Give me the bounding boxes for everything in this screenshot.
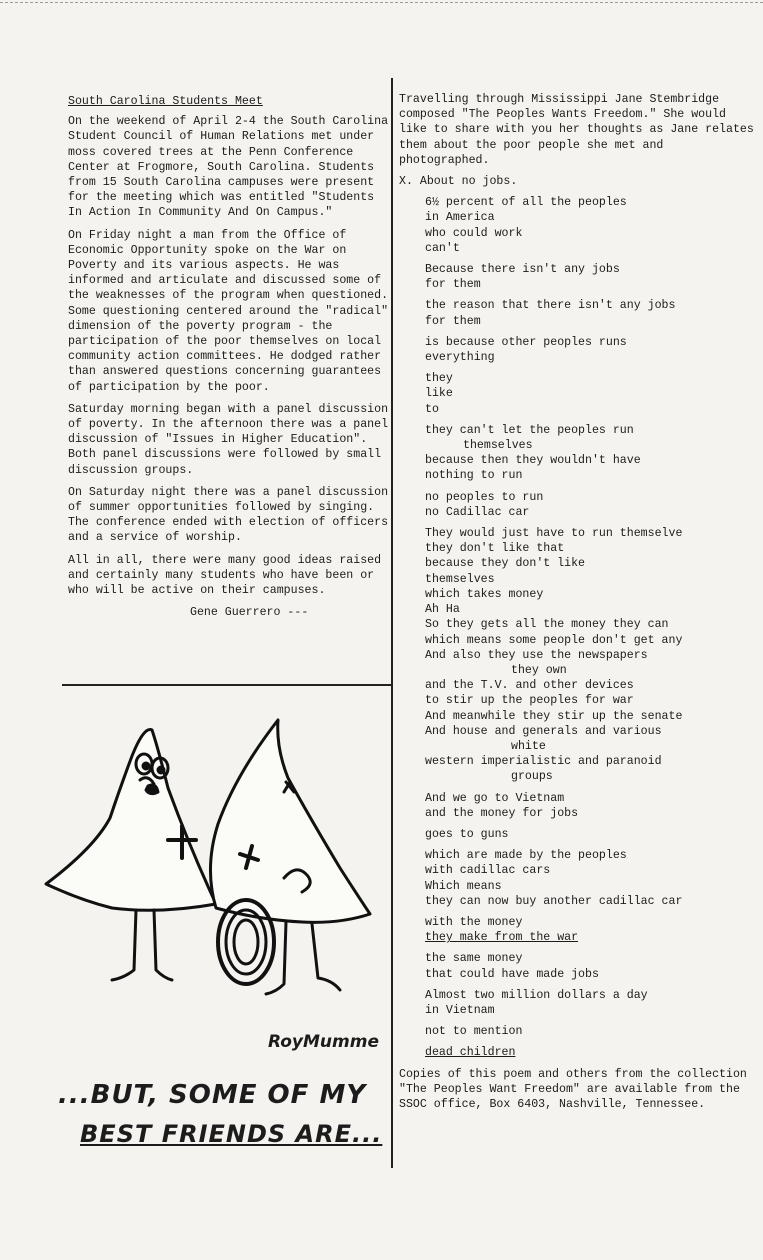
poem-line: everything bbox=[425, 351, 495, 365]
poem-stanza bbox=[425, 298, 755, 328]
intro-paragraph: Travelling through Mississippi Jane Stembridge composed "The Peoples Wants Freedom." She would like to share with you her thoughts as Jane relates them about the poor people she met and photographed. bbox=[399, 93, 754, 167]
poem-line: So they gets all the money they can bbox=[425, 618, 669, 632]
caption-text: BEST FRIENDS ARE... bbox=[80, 1120, 383, 1148]
poem-stanza bbox=[425, 262, 755, 292]
poem-line: nothing to run bbox=[425, 469, 523, 483]
poem-line: which means some people don't get any bbox=[425, 633, 683, 647]
poem-line: goes to guns bbox=[425, 827, 509, 841]
poem-line: And also they use the newspapers bbox=[425, 648, 648, 662]
poem-line: they bbox=[425, 372, 453, 386]
poem-line: for them bbox=[425, 314, 481, 328]
poem-line: They would just have to run themselve bbox=[425, 527, 683, 541]
poem-line: they don't like that bbox=[425, 542, 565, 556]
poem-line: can't bbox=[425, 241, 460, 255]
poem-line: to bbox=[425, 402, 439, 416]
poem-line: they can't let the peoples run bbox=[425, 423, 634, 437]
poem-line: themselves bbox=[463, 439, 533, 453]
poem-line: western imperialistic and paranoid bbox=[425, 755, 662, 769]
right-article bbox=[399, 92, 755, 1118]
poem-line: is because other peoples runs bbox=[425, 335, 627, 349]
poem-line: no Cadillac car bbox=[425, 505, 530, 519]
poem-line: they can now buy another cadillac car bbox=[425, 894, 683, 908]
poem-line: Because there isn't any jobs bbox=[425, 263, 620, 277]
poem-stanza bbox=[425, 335, 755, 365]
poem-line: which takes money bbox=[425, 587, 544, 601]
poem-line: Almost two million dollars a day bbox=[425, 988, 648, 1002]
poem-line: not to mention bbox=[425, 1025, 523, 1039]
poem-stanza bbox=[425, 195, 755, 256]
poem-stanza bbox=[425, 848, 755, 909]
poem-line: to stir up the peoples for war bbox=[425, 694, 634, 708]
article-paragraph: On Saturday night there was a panel discussion of summer opportunities followed by singing. The conference ended with election of officers and a service of worship. bbox=[68, 485, 389, 545]
section-divider bbox=[62, 684, 391, 686]
poem-line: and the money for jobs bbox=[425, 806, 579, 820]
poem-stanza bbox=[425, 791, 755, 821]
poem-line: like bbox=[425, 387, 453, 401]
poem-line: the same money bbox=[425, 952, 523, 966]
poem-stanza bbox=[425, 1045, 755, 1060]
cartoon-caption-line2 bbox=[80, 1120, 382, 1148]
article-title: South Carolina Students Meet bbox=[68, 95, 263, 108]
poem-stanza bbox=[425, 988, 755, 1018]
poem-line: 6½ percent of all the peoples bbox=[425, 196, 627, 210]
poem-stanza bbox=[425, 526, 755, 784]
closing-paragraph: Copies of this poem and others from the collection "The Peoples Want Freedom" are available from the SSOC office, Box 6403, Nashville, Tennessee. bbox=[399, 1067, 747, 1111]
article-paragraph: All in all, there were many good ideas raised and certainly many students who have been or who will be active on their campuses. bbox=[68, 553, 382, 598]
poem-line: white bbox=[511, 739, 546, 753]
poem-line: in Vietnam bbox=[425, 1003, 495, 1017]
article-paragraph: Saturday morning began with a panel discussion of poverty. In the afternoon there was a panel discussion of "Issues in Higher Education". Both panel discussions were followed by small discussion groups. bbox=[68, 402, 389, 477]
poem-line: with the money bbox=[425, 915, 523, 929]
poem-line: dead children bbox=[425, 1046, 516, 1060]
poem-line: the reason that there isn't any jobs bbox=[425, 299, 676, 313]
poem-line: And meanwhile they stir up the senate bbox=[425, 709, 683, 723]
poem-line: Which means bbox=[425, 879, 502, 893]
poem-line: they make from the war bbox=[425, 931, 579, 945]
poem-stanza bbox=[425, 1024, 755, 1039]
poem-line: themselves bbox=[425, 572, 495, 586]
poem-line: with cadillac cars bbox=[425, 864, 551, 878]
poem-line: which are made by the peoples bbox=[425, 849, 627, 863]
poem-line: that could have made jobs bbox=[425, 967, 599, 981]
poem-line: And house and generals and various bbox=[425, 724, 662, 738]
cartoon-caption-line1: ...BUT, SOME OF MY bbox=[58, 1080, 367, 1110]
poem-stanza bbox=[425, 827, 755, 842]
left-article bbox=[68, 94, 390, 628]
poem-line: and the T.V. and other devices bbox=[425, 679, 634, 693]
poem-line: who could work bbox=[425, 226, 523, 240]
poem-stanza bbox=[425, 951, 755, 981]
poem-line: groups bbox=[511, 770, 553, 784]
article-paragraph: On the weekend of April 2-4 the South Carolina Student Council of Human Relations met under moss covered trees at the Penn Conference Center at Frogmore, South Carolina. Students from 15 South Carolina campuses were present for the meeting which was entitled "Students In Action In Community And On Campus." bbox=[68, 115, 389, 220]
poem-line: in America bbox=[425, 211, 495, 225]
top-dashed-rule bbox=[0, 2, 763, 4]
poem-stanza bbox=[425, 490, 755, 520]
poem-line: no peoples to run bbox=[425, 490, 544, 504]
poem-line: for them bbox=[425, 278, 481, 292]
column-divider bbox=[391, 78, 393, 1168]
poem-line: they own bbox=[511, 663, 567, 677]
poem-line: because then they wouldn't have bbox=[425, 454, 641, 468]
poem-stanza bbox=[425, 915, 755, 945]
poem-line: Ah Ha bbox=[425, 603, 460, 617]
article-paragraph: On Friday night a man from the Office of Economic Opportunity spoke on the War on Poverty and its various aspects. He was informed and articulate and discussed some of the weaknesses of the program when questioned. Some questioning centered around the "radical" dimension of the poverty program - the participation of the poor themselves on local community action committees. He dodged rather than answered questions concerning guarantees of participation by the poor. bbox=[68, 228, 389, 394]
poem-title: X. About no jobs. bbox=[399, 175, 518, 189]
cartoon-illustration bbox=[40, 708, 380, 1058]
poem-stanza bbox=[425, 423, 755, 484]
poem-line: And we go to Vietnam bbox=[425, 791, 565, 805]
poem-line: because they don't like bbox=[425, 557, 586, 571]
byline: Gene Guerrero --- bbox=[190, 606, 309, 620]
poem-stanza bbox=[425, 371, 755, 417]
artist-signature: RoyMumme bbox=[268, 1032, 379, 1052]
